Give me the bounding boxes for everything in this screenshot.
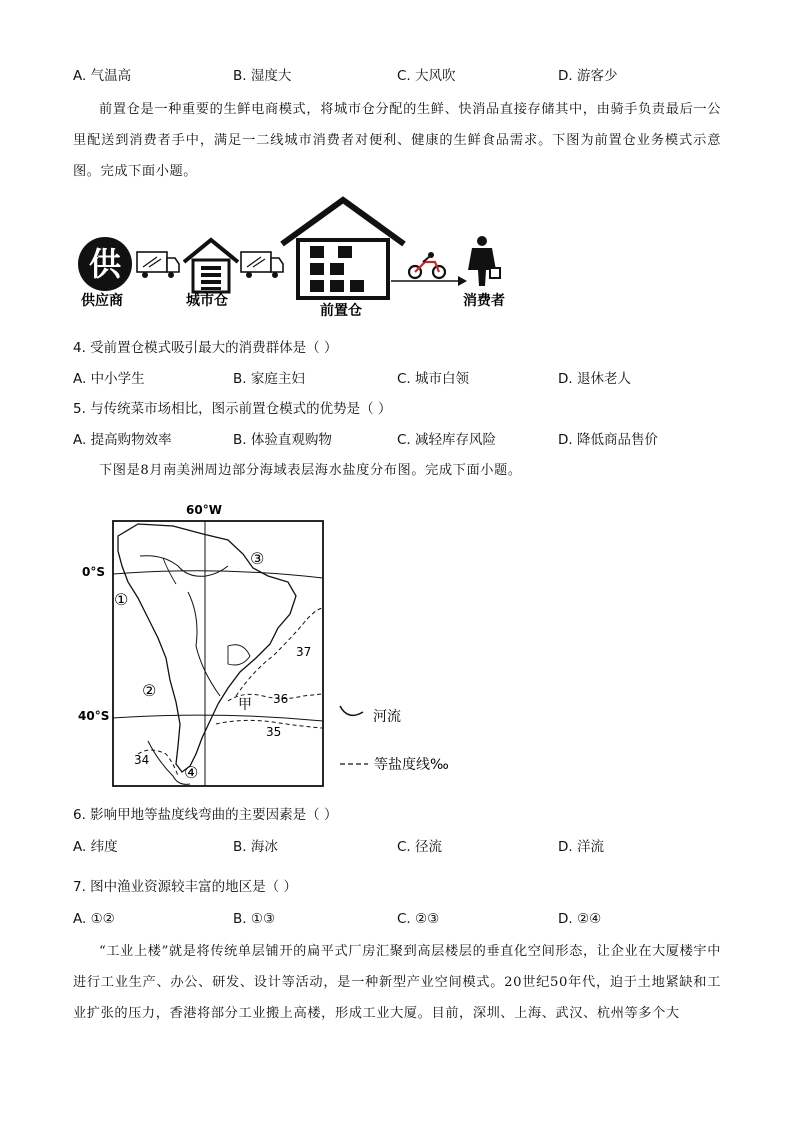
q7-option-c: C. ②③ bbox=[397, 911, 440, 927]
legend-river-icon bbox=[340, 706, 363, 715]
q4-option-b: B. 家庭主妇 bbox=[233, 371, 305, 387]
consumer-label: 消费者 bbox=[463, 293, 505, 309]
city-warehouse-icon bbox=[184, 240, 238, 292]
salinity-map bbox=[78, 496, 478, 796]
legend-isohaline-label: 等盐度线‰ bbox=[374, 757, 449, 773]
marker-1: ① bbox=[114, 590, 129, 609]
marker-4: ④ bbox=[184, 763, 199, 782]
q4-option-c: C. 城市白领 bbox=[397, 371, 470, 387]
city-warehouse-label: 城市仓 bbox=[186, 293, 228, 309]
truck-icon bbox=[241, 252, 283, 278]
front-warehouse-flow-diagram bbox=[73, 192, 533, 322]
q5-stem: 5. 与传统菜市场相比，图示前置仓模式的优势是（ ） bbox=[73, 401, 392, 417]
front-warehouse-icon bbox=[282, 200, 404, 298]
map-frame bbox=[113, 521, 323, 786]
q6-option-a: A. 纬度 bbox=[73, 839, 118, 855]
place-label-jia: 甲 bbox=[238, 697, 252, 713]
isoline-label-35: 35 bbox=[266, 725, 282, 739]
passage-salinity-map-text: 下图是8月南美洲周边部分海域表层海水盐度分布图。完成下面小题。 bbox=[99, 463, 522, 478]
q3-option-a: A. 气温高 bbox=[73, 68, 132, 84]
q7-option-b: B. ①③ bbox=[233, 911, 276, 927]
latitude-40 bbox=[113, 715, 323, 721]
front-warehouse-label: 前置仓 bbox=[320, 303, 362, 319]
lon-label: 60°W bbox=[186, 503, 222, 517]
marker-3: ③ bbox=[250, 549, 265, 568]
q5-option-c: C. 减轻库存风险 bbox=[397, 432, 497, 448]
q5-option-a: A. 提高购物效率 bbox=[73, 432, 172, 448]
marker-2: ② bbox=[142, 681, 157, 700]
q7-option-a: A. ①② bbox=[73, 911, 115, 927]
legend-river-label: 河流 bbox=[373, 709, 401, 725]
q3-option-b: B. 湿度大 bbox=[233, 68, 292, 84]
passage-industry-upstairs bbox=[73, 936, 721, 1029]
q6-stem: 6. 影响甲地等盐度线弯曲的主要因素是（ ） bbox=[73, 807, 338, 823]
q6-option-c: C. 径流 bbox=[397, 839, 443, 855]
q6-option-b: B. 海冰 bbox=[233, 839, 278, 855]
supplier-label: 供应商 bbox=[81, 293, 123, 309]
lat40-label: 40°S bbox=[78, 709, 110, 723]
isoline-label-37: 37 bbox=[296, 645, 312, 659]
q4-option-a: A. 中小学生 bbox=[73, 371, 145, 387]
q7-stem: 7. 图中渔业资源较丰富的地区是（ ） bbox=[73, 879, 297, 895]
isoline-label-36: 36 bbox=[273, 692, 289, 706]
flow-arrow-head-icon bbox=[458, 276, 467, 286]
supplier-glyph: 供 bbox=[88, 245, 122, 283]
passage-salinity-map bbox=[73, 455, 721, 486]
q6-option-d: D. 洋流 bbox=[558, 839, 604, 855]
amazon-river bbox=[140, 556, 228, 577]
rider-icon bbox=[409, 252, 445, 278]
q5-option-b: B. 体验直观购物 bbox=[233, 432, 332, 448]
q5-option-d: D. 降低商品售价 bbox=[558, 432, 658, 448]
lat0-label: 0°S bbox=[82, 565, 105, 579]
q7-option-d: D. ②④ bbox=[558, 911, 602, 927]
parana-river bbox=[188, 592, 220, 696]
passage-front-warehouse-text: 前置仓是一种重要的生鲜电商模式，将城市仓分配的生鲜、快消品直接存储其中，由骑手负责最后一公里配送到消费者手中，满足一二线城市消费者对便利、健康的生鲜食品需求。下图为前置仓业务模式示意图。完成下面小题。 bbox=[73, 102, 721, 179]
q4-stem: 4. 受前置仓模式吸引最大的消费群体是（ ） bbox=[73, 340, 338, 356]
passage-industry-upstairs-text: “工业上楼”就是将传统单层铺开的扁平式厂房汇聚到高层楼层的垂直化空间形态，让企业在大厦楼宇中进行工业生产、办公、研发、设计等活动，是一种新型产业空间模式。20世纪50年代，迫于土地紧缺和工业扩张的压力，香港将部分工业搬上高楼，形成工业大厦。目前，深圳、上海、武汉、杭州等多个大 bbox=[73, 944, 721, 1021]
q4-option-d: D. 退休老人 bbox=[558, 371, 631, 387]
consumer-icon bbox=[468, 236, 500, 286]
q3-option-d: D. 游客少 bbox=[558, 68, 618, 84]
q3-option-c: C. 大风吹 bbox=[397, 68, 456, 84]
isoline-label-34: 34 bbox=[134, 753, 150, 767]
truck-icon bbox=[137, 252, 179, 278]
passage-front-warehouse bbox=[73, 94, 721, 187]
